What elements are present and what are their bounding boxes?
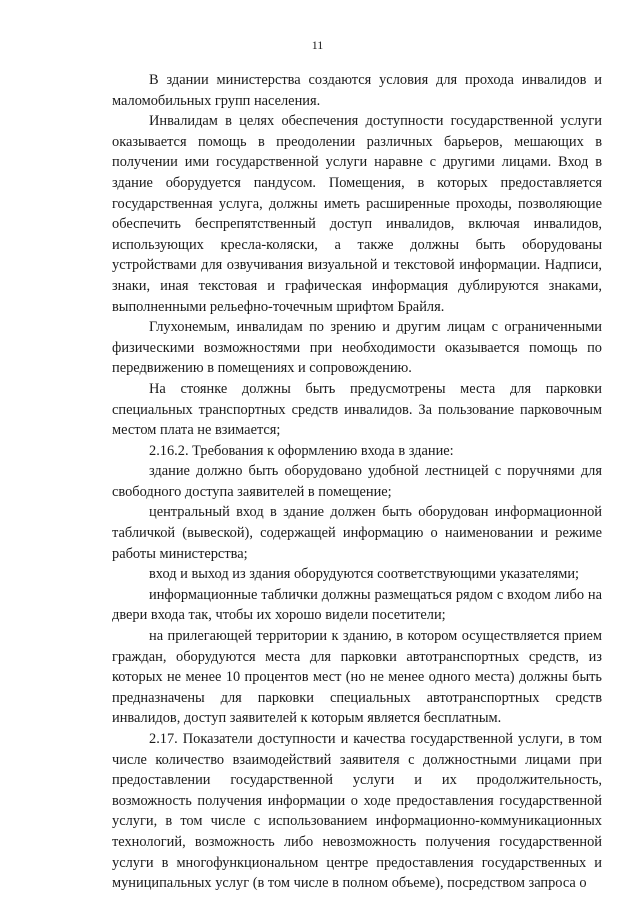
paragraph-entrance-sign: центральный вход в здание должен быть оборудован информационной табличкой (вывеской), содержащей информацию о наименовании и режиме работы министерства; xyxy=(112,504,602,562)
paragraph-adjacent-parking: на прилегающей территории к зданию, в котором осуществляется прием граждан, оборудуются места для парковки автотранспортных средств, из которых не менее 10 процентов мест (но не менее одного места) должны быть предназначены для парковки специальных автотранспортных средств инвалидов, доступ заявителей к которым является бесплатным. xyxy=(112,628,602,727)
paragraph-staircase: здание должно быть оборудовано удобной лестницей с поручнями для свободного доступа заявителей в помещение; xyxy=(112,463,602,500)
paragraph-info-plates: информационные таблички должны размещаться рядом с входом либо на двери входа так, чтобы их хорошо видели посетители; xyxy=(112,586,602,624)
paragraph-entrance-exit-signs: вход и выход из здания оборудуются соответствующими указателями; xyxy=(149,566,580,583)
body-text xyxy=(112,70,602,894)
paragraph-parking: На стоянке должны быть предусмотрены места для парковки специальных транспортных средств инвалидов. За пользование парковочным местом плата не взимается; xyxy=(112,380,602,439)
paragraph-deaf-blind-assistance: Глухонемым, инвалидам по зрению и другим лицам с ограниченными физическими возможностями при необходимости оказывается помощь по передвижению в помещениях и сопровождению. xyxy=(112,319,602,377)
paragraph-section-2-17: 2.17. Показатели доступности и качества государственной услуги, в том числе количество взаимодействий заявителя с должностными лицами при предоставлении государственной услуги и их продолжительность, возможность получения информации о ходе предоставления государственной услуги, в том числе с использованием информационно-коммуникационных технологий, возможность либо невозможность получения государственной услуги в многофункциональном центре предоставления государственных и муниципальных услуг (в том числе в полном объеме), посредством запроса о xyxy=(112,731,602,892)
page-number: 11 xyxy=(311,38,324,52)
paragraph-section-2-16-2: 2.16.2. Требования к оформлению входа в здание: xyxy=(149,442,454,459)
paragraph-assistance-to-disabled: Инвалидам в целях обеспечения доступности государственной услуги оказывается помощь в преодолении различных барьеров, мешающих в получении ими государственной услуги наравне с другими лицами. Вход в здание оборудуется пандусом. Помещения, в которых предоставляется государственная услуга, должны иметь расширенные проходы, позволяющие обеспечить беспрепятственный доступ инвалидов, включая инвалидов, использующих кресла-коляски, а также должны быть оборудованы устройствами для озвучивания визуальной и текстовой информации. Надписи, знаки, иная текстовая и графическая информация дублируются знаками, выполненными рельефно-точечным шрифтом Брайля. xyxy=(112,113,602,315)
paragraph-accessibility-conditions: В здании министерства создаются условия для прохода инвалидов и маломобильных групп населения. xyxy=(112,72,602,109)
